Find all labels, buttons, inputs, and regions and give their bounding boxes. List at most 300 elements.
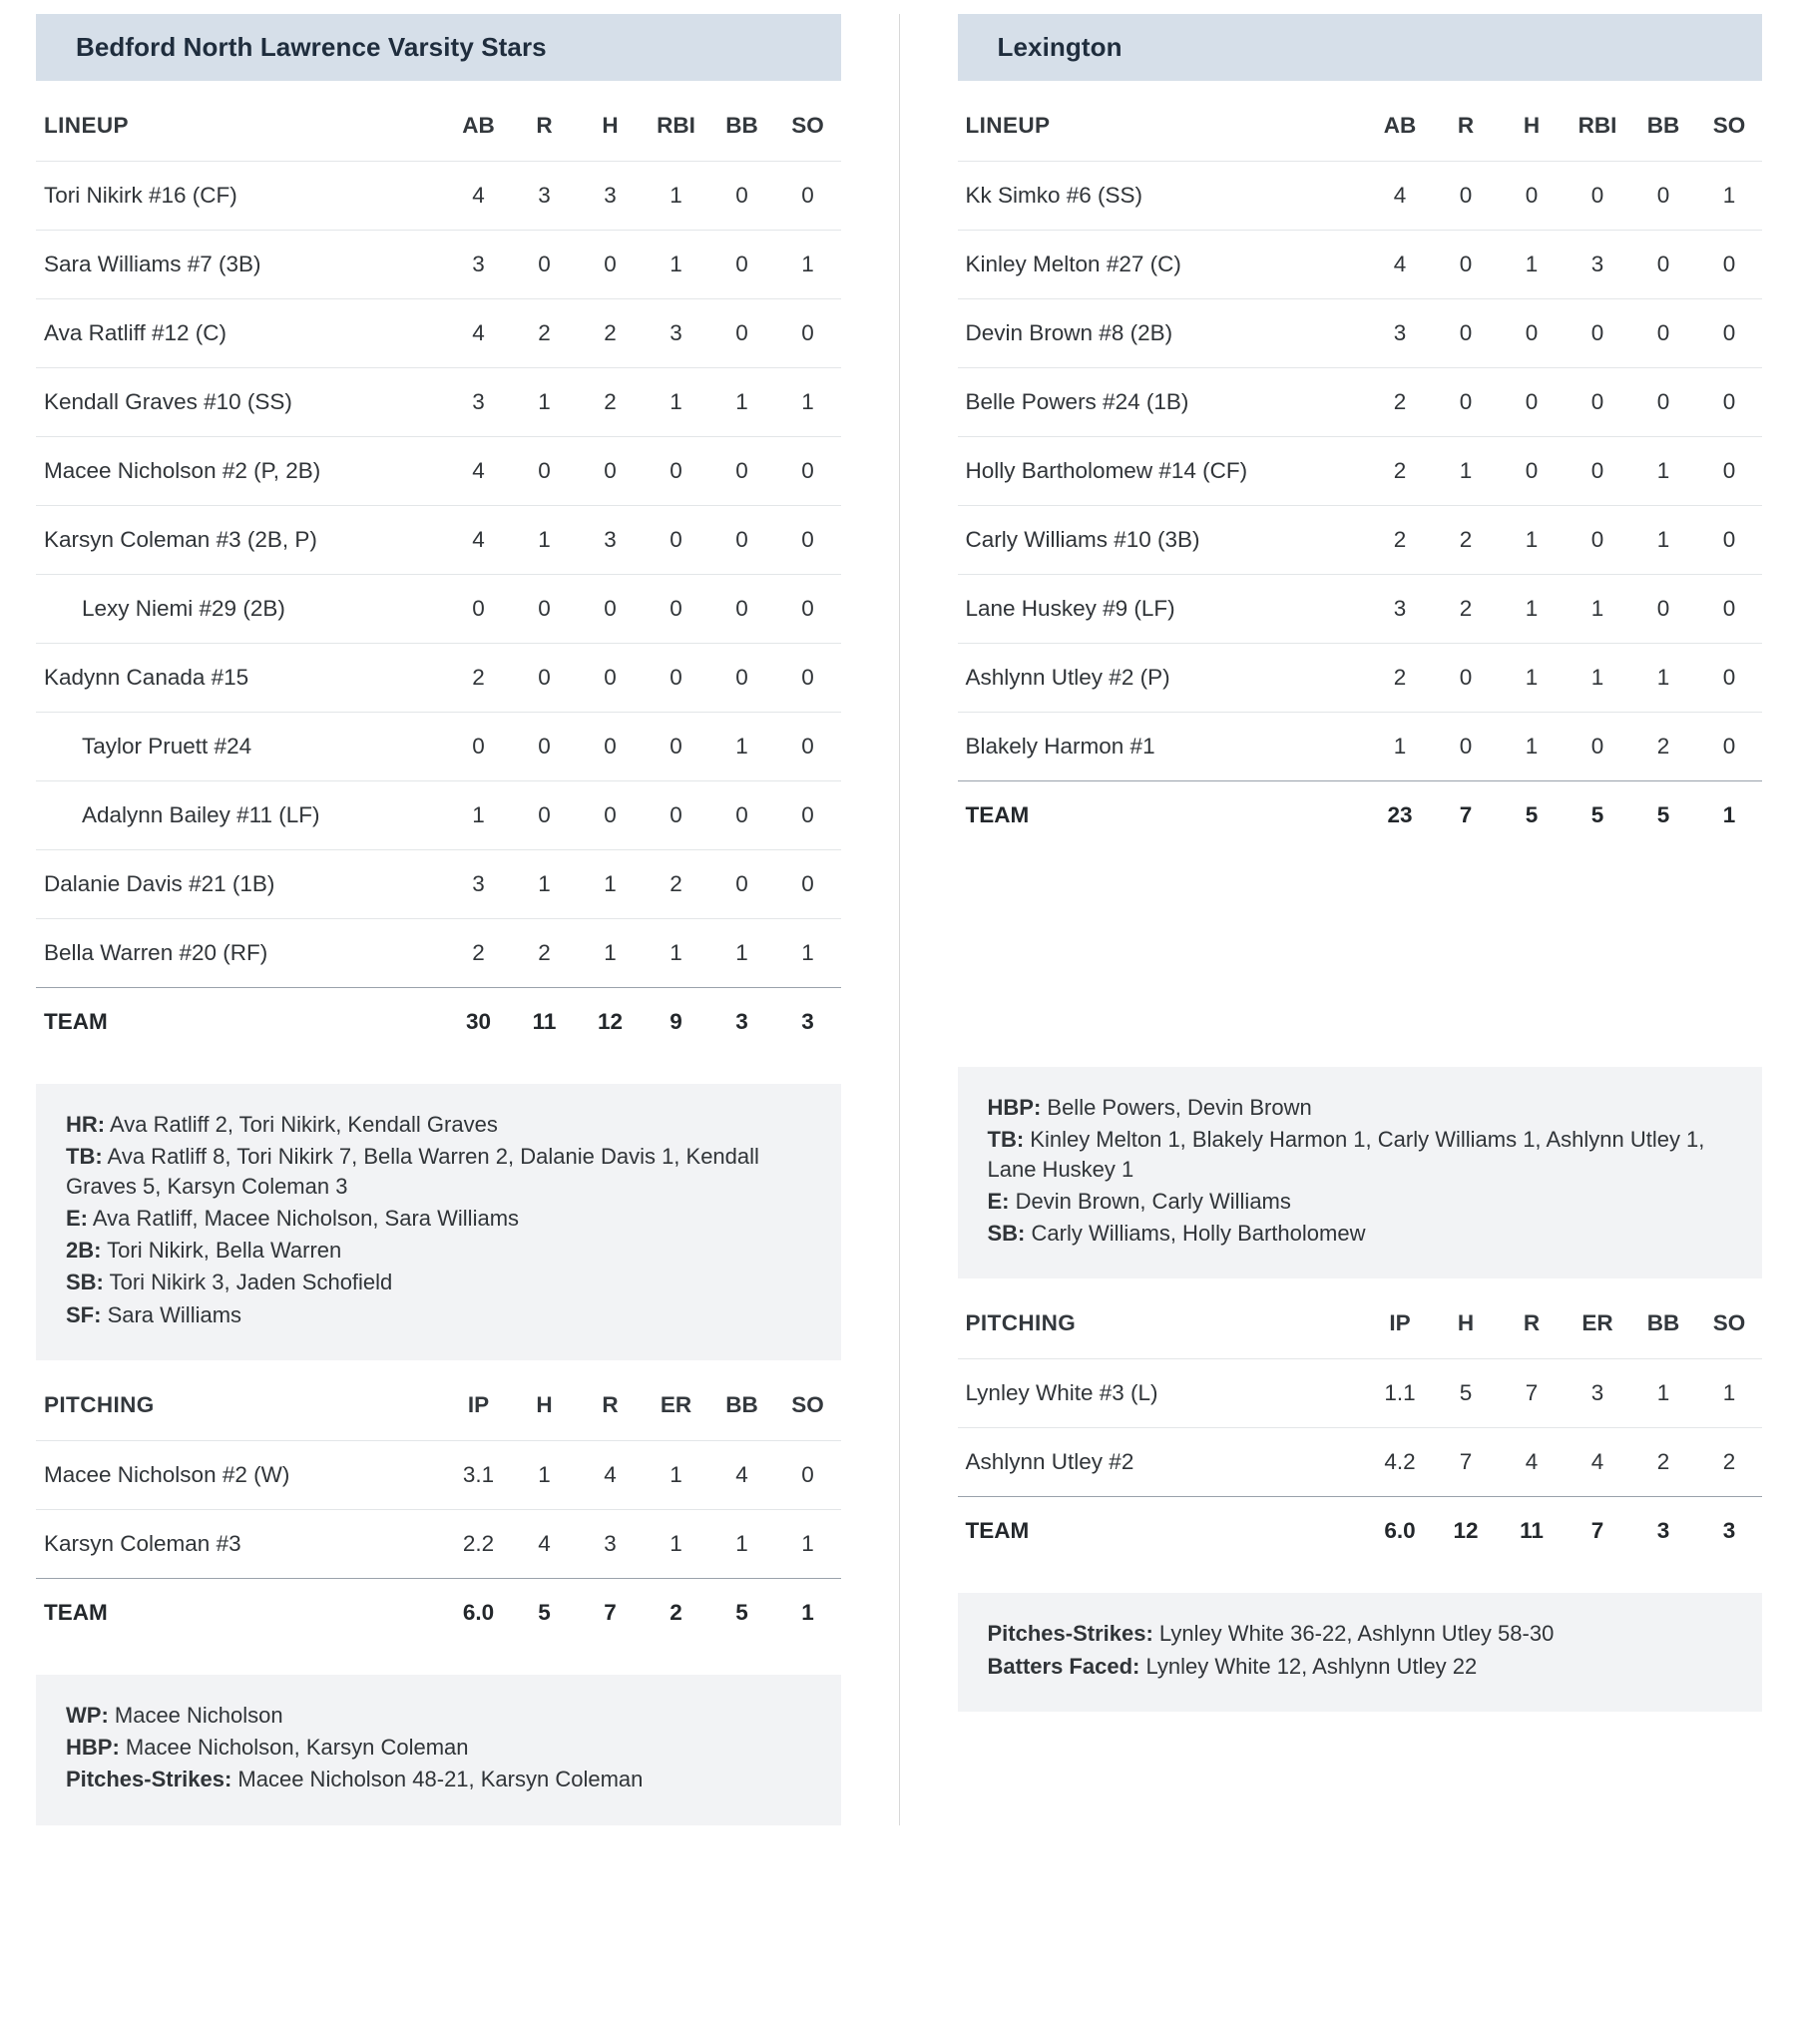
batting-header-row (958, 91, 1763, 162)
stat-so: 1 (775, 919, 841, 988)
stat-so: 0 (775, 1440, 841, 1509)
batting-notes (36, 1084, 841, 1360)
pitcher-name: Ashlynn Utley #2 (958, 1428, 1368, 1497)
stat-r: 7 (1499, 1359, 1565, 1428)
stat-ab: 2 (446, 919, 512, 988)
team-column-home (0, 14, 877, 1825)
batting-col-ab: AB (1383, 113, 1417, 138)
stat-h: 1 (1499, 231, 1565, 299)
stat-h: 1 (578, 919, 644, 988)
stat-so: 0 (775, 162, 841, 231)
pitching-header-row (36, 1370, 841, 1441)
note-label: HBP: (987, 1095, 1042, 1120)
note-line (66, 1701, 811, 1730)
stat-r: 4 (578, 1440, 644, 1509)
stat-so: 0 (1696, 437, 1762, 506)
stat-rbi: 0 (1565, 437, 1630, 506)
stat-bb: 1 (1630, 506, 1696, 575)
stat-bb: 0 (1630, 299, 1696, 368)
batting-col-r: R (536, 113, 553, 138)
player-name: Belle Powers #24 (1B) (958, 368, 1368, 437)
table-row (36, 231, 841, 299)
stat-ip: 1.1 (1367, 1359, 1433, 1428)
team-total-label: TEAM (36, 988, 446, 1057)
stat-h: 0 (578, 231, 644, 299)
stat-ab: 2 (1367, 644, 1433, 713)
stat-r: 0 (1433, 368, 1499, 437)
stat-bb: 2 (1630, 1428, 1696, 1497)
stat-rbi: 0 (1565, 162, 1630, 231)
stat-bb: 0 (709, 575, 775, 644)
player-name: Holly Bartholomew #14 (CF) (958, 437, 1368, 506)
note-label: SF: (66, 1301, 102, 1327)
stat-bb: 4 (709, 1440, 775, 1509)
stat-rbi: 1 (644, 919, 709, 988)
note-text: Kinley Melton 1, Blakely Harmon 1, Carly Williams 1, Ashlynn Utley 1, Lane Huskey 1 (987, 1127, 1705, 1182)
table-row (958, 1428, 1763, 1497)
stat-h: 5 (1433, 1359, 1499, 1428)
team-total-label: TEAM (36, 1578, 446, 1647)
stat-h: 3 (578, 506, 644, 575)
team-h: 12 (1433, 1497, 1499, 1566)
stat-h: 0 (578, 644, 644, 713)
stat-ab: 0 (446, 713, 512, 781)
note-text: Sara Williams (101, 1301, 242, 1327)
stat-so: 0 (1696, 231, 1762, 299)
stat-bb: 0 (1630, 575, 1696, 644)
team-er: 7 (1565, 1497, 1630, 1566)
stat-h: 1 (512, 1440, 578, 1509)
stat-h: 7 (1433, 1428, 1499, 1497)
stat-r: 0 (512, 644, 578, 713)
note-label: E: (66, 1205, 88, 1231)
batting-team-total-row (36, 988, 841, 1057)
note-text: Macee Nicholson 48-21, Karsyn Coleman (231, 1767, 644, 1792)
stat-bb: 0 (1630, 231, 1696, 299)
stat-r: 0 (512, 713, 578, 781)
stat-h: 0 (578, 781, 644, 850)
note-label: Pitches-Strikes: (66, 1767, 232, 1792)
note-label: HR: (66, 1112, 106, 1137)
stat-rbi: 0 (1565, 299, 1630, 368)
team-bb: 3 (1630, 1497, 1696, 1566)
spacer (958, 849, 1763, 1039)
table-row (36, 368, 841, 437)
pitching-notes (958, 1593, 1763, 1712)
team-name-header: Lexington (958, 14, 1763, 81)
stat-bb: 2 (1630, 713, 1696, 781)
table-row (36, 644, 841, 713)
note-line (988, 1652, 1733, 1681)
note-line (66, 1733, 811, 1762)
stat-bb: 1 (1630, 437, 1696, 506)
pitching-col-label: PITCHING (965, 1310, 1077, 1336)
stat-so: 0 (775, 713, 841, 781)
stat-bb: 0 (709, 850, 775, 919)
batting-col-bb: BB (1646, 113, 1680, 138)
pitching-col-ip: IP (467, 1391, 490, 1417)
stat-bb: 0 (709, 162, 775, 231)
stat-er: 1 (644, 1440, 709, 1509)
note-text: Macee Nicholson (108, 1702, 283, 1728)
player-name: Tori Nikirk #16 (CF) (36, 162, 446, 231)
pitching-col-ip: IP (1389, 1310, 1411, 1336)
stat-ab: 1 (1367, 713, 1433, 781)
stat-ip: 2.2 (446, 1509, 512, 1578)
stat-so: 0 (775, 644, 841, 713)
stat-r: 0 (1433, 299, 1499, 368)
player-name: Sara Williams #7 (3B) (36, 231, 446, 299)
pitcher-name: Karsyn Coleman #3 (36, 1509, 446, 1578)
stat-rbi: 2 (644, 850, 709, 919)
stat-so: 0 (775, 506, 841, 575)
stat-so: 1 (775, 231, 841, 299)
note-line (988, 1187, 1733, 1216)
batting-col-bb: BB (725, 113, 758, 138)
stat-h: 0 (578, 437, 644, 506)
stat-r: 2 (512, 299, 578, 368)
team-total-label: TEAM (958, 781, 1368, 850)
stat-h: 1 (1499, 644, 1565, 713)
table-row (958, 299, 1763, 368)
team-ab: 23 (1367, 781, 1433, 850)
team-name-header: Bedford North Lawrence Varsity Stars (36, 14, 841, 81)
stat-r: 0 (512, 231, 578, 299)
stat-bb: 1 (1630, 1359, 1696, 1428)
table-row (36, 850, 841, 919)
batting-notes (958, 1067, 1763, 1278)
note-label: 2B: (66, 1238, 102, 1263)
stat-so: 1 (775, 1509, 841, 1578)
pitching-col-r: R (1523, 1310, 1541, 1336)
batting-col-h: H (602, 113, 619, 138)
pitcher-name: Lynley White #3 (L) (958, 1359, 1368, 1428)
player-name: Macee Nicholson #2 (P, 2B) (36, 437, 446, 506)
stat-rbi: 1 (644, 231, 709, 299)
stat-so: 0 (1696, 368, 1762, 437)
stat-bb: 1 (1630, 644, 1696, 713)
note-line (66, 1765, 811, 1793)
team-bb: 5 (1630, 781, 1696, 850)
player-name: Taylor Pruett #24 (36, 713, 446, 781)
column-divider (899, 14, 900, 1825)
stat-r: 2 (1433, 506, 1499, 575)
stat-r: 0 (512, 781, 578, 850)
table-row (36, 713, 841, 781)
pitching-table (36, 1370, 841, 1647)
team-h: 12 (578, 988, 644, 1057)
stat-er: 3 (1565, 1359, 1630, 1428)
team-ip: 6.0 (446, 1578, 512, 1647)
batting-col-lineup: LINEUP (965, 113, 1051, 138)
table-row (958, 162, 1763, 231)
stat-bb: 1 (709, 368, 775, 437)
note-line (988, 1125, 1733, 1184)
stat-h: 1 (578, 850, 644, 919)
pitching-col-er: ER (1581, 1310, 1613, 1336)
note-label: Batters Faced: (987, 1653, 1140, 1679)
stat-bb: 0 (1630, 368, 1696, 437)
pitching-col-bb: BB (725, 1391, 758, 1417)
stat-rbi: 1 (1565, 644, 1630, 713)
table-row (958, 437, 1763, 506)
stat-so: 2 (1696, 1428, 1762, 1497)
batting-table (958, 91, 1763, 849)
stat-r: 1 (512, 850, 578, 919)
pitching-notes (36, 1675, 841, 1825)
stat-bb: 0 (709, 781, 775, 850)
team-rbi: 9 (644, 988, 709, 1057)
team-r: 7 (1433, 781, 1499, 850)
table-row (958, 368, 1763, 437)
stat-h: 0 (578, 575, 644, 644)
note-label: WP: (66, 1702, 109, 1728)
team-column-away (922, 14, 1798, 1825)
team-r: 11 (512, 988, 578, 1057)
stat-r: 2 (1433, 575, 1499, 644)
note-text: Tori Nikirk 3, Jaden Schofield (103, 1270, 393, 1295)
stat-r: 0 (1433, 162, 1499, 231)
player-name: Kendall Graves #10 (SS) (36, 368, 446, 437)
stat-r: 1 (1433, 437, 1499, 506)
stat-rbi: 0 (1565, 368, 1630, 437)
note-line (66, 1236, 811, 1265)
stat-ip: 4.2 (1367, 1428, 1433, 1497)
stat-rbi: 0 (1565, 713, 1630, 781)
stat-ab: 3 (1367, 575, 1433, 644)
stat-bb: 1 (709, 1509, 775, 1578)
stat-so: 0 (775, 299, 841, 368)
player-name: Kinley Melton #27 (C) (958, 231, 1368, 299)
stat-rbi: 0 (644, 644, 709, 713)
stat-so: 0 (1696, 644, 1762, 713)
pitching-team-total-row (36, 1578, 841, 1647)
note-line (66, 1142, 811, 1201)
table-row (958, 1359, 1763, 1428)
stat-h: 3 (578, 162, 644, 231)
batting-col-r: R (1457, 113, 1475, 138)
team-bb: 5 (709, 1578, 775, 1647)
stat-so: 0 (775, 781, 841, 850)
stat-rbi: 1 (644, 368, 709, 437)
note-text: Ava Ratliff 8, Tori Nikirk 7, Bella Warren 2, Dalanie Davis 1, Kendall Graves 5, Karsyn Coleman 3 (66, 1144, 759, 1199)
team-ip: 6.0 (1367, 1497, 1433, 1566)
player-name: Adalynn Bailey #11 (LF) (36, 781, 446, 850)
batting-col-h: H (1523, 113, 1541, 138)
batting-col-rbi: RBI (1577, 113, 1617, 138)
stat-so: 1 (1696, 1359, 1762, 1428)
player-name: Bella Warren #20 (RF) (36, 919, 446, 988)
note-label: HBP: (66, 1735, 120, 1760)
batting-table (36, 91, 841, 1056)
stat-r: 2 (512, 919, 578, 988)
stat-r: 4 (1499, 1428, 1565, 1497)
stat-h: 4 (512, 1509, 578, 1578)
player-name: Ashlynn Utley #2 (P) (958, 644, 1368, 713)
stat-bb: 1 (709, 713, 775, 781)
note-line (66, 1268, 811, 1296)
batting-team-total-row (958, 781, 1763, 850)
stat-r: 0 (1433, 713, 1499, 781)
team-so: 3 (1696, 1497, 1762, 1566)
stat-r: 1 (512, 368, 578, 437)
team-ab: 30 (446, 988, 512, 1057)
stat-h: 1 (1499, 713, 1565, 781)
stat-rbi: 3 (1565, 231, 1630, 299)
pitching-col-label: PITCHING (44, 1391, 155, 1417)
pitcher-name: Macee Nicholson #2 (W) (36, 1440, 446, 1509)
table-row (958, 506, 1763, 575)
stat-ab: 4 (446, 437, 512, 506)
stat-so: 0 (1696, 575, 1762, 644)
note-line (66, 1110, 811, 1139)
stat-ab: 2 (1367, 506, 1433, 575)
team-so: 1 (775, 1578, 841, 1647)
note-text: Carly Williams, Holly Bartholomew (1025, 1221, 1366, 1246)
player-name: Kadynn Canada #15 (36, 644, 446, 713)
stat-ab: 3 (446, 368, 512, 437)
pitching-col-r: R (602, 1391, 619, 1417)
note-line (988, 1219, 1733, 1248)
stat-rbi: 0 (644, 506, 709, 575)
player-name: Devin Brown #8 (2B) (958, 299, 1368, 368)
team-h: 5 (512, 1578, 578, 1647)
stat-r: 0 (1433, 644, 1499, 713)
note-text: Ava Ratliff 2, Tori Nikirk, Kendall Graves (105, 1112, 498, 1137)
team-bb: 3 (709, 988, 775, 1057)
stat-r: 0 (512, 575, 578, 644)
stat-bb: 0 (709, 437, 775, 506)
stat-ab: 4 (446, 162, 512, 231)
player-name: Dalanie Davis #21 (1B) (36, 850, 446, 919)
stat-rbi: 3 (644, 299, 709, 368)
pitching-col-h: H (536, 1391, 553, 1417)
table-row (36, 299, 841, 368)
stat-r: 3 (578, 1509, 644, 1578)
stat-h: 1 (1499, 506, 1565, 575)
player-name: Kk Simko #6 (SS) (958, 162, 1368, 231)
stat-so: 1 (775, 368, 841, 437)
stat-rbi: 0 (644, 575, 709, 644)
note-line (66, 1300, 811, 1329)
stat-er: 4 (1565, 1428, 1630, 1497)
stat-bb: 1 (709, 919, 775, 988)
stat-r: 3 (512, 162, 578, 231)
stat-so: 0 (1696, 713, 1762, 781)
team-rbi: 5 (1565, 781, 1630, 850)
stat-ab: 2 (1367, 368, 1433, 437)
stat-bb: 0 (1630, 162, 1696, 231)
stat-h: 2 (578, 368, 644, 437)
pitching-col-er: ER (660, 1391, 692, 1417)
table-row (36, 1440, 841, 1509)
note-line (66, 1204, 811, 1233)
stat-ab: 2 (446, 644, 512, 713)
table-row (958, 713, 1763, 781)
batting-col-so: SO (791, 113, 824, 138)
table-row (958, 575, 1763, 644)
stat-bb: 0 (709, 299, 775, 368)
batting-header-row (36, 91, 841, 162)
stat-rbi: 0 (644, 713, 709, 781)
note-text: Tori Nikirk, Bella Warren (101, 1238, 342, 1263)
pitching-col-so: SO (1712, 1310, 1746, 1336)
note-text: Ava Ratliff, Macee Nicholson, Sara Williams (88, 1205, 520, 1231)
player-name: Karsyn Coleman #3 (2B, P) (36, 506, 446, 575)
note-label: TB: (987, 1127, 1025, 1153)
note-label: TB: (66, 1144, 103, 1170)
batting-col-so: SO (1712, 113, 1746, 138)
team-total-label: TEAM (958, 1497, 1368, 1566)
stat-rbi: 0 (1565, 506, 1630, 575)
stat-rbi: 0 (644, 781, 709, 850)
stat-h: 2 (578, 299, 644, 368)
note-label: E: (987, 1188, 1010, 1214)
stat-r: 0 (1433, 231, 1499, 299)
pitching-col-so: SO (791, 1391, 824, 1417)
stat-h: 0 (1499, 299, 1565, 368)
note-text: Devin Brown, Carly Williams (1009, 1188, 1291, 1214)
table-row (36, 506, 841, 575)
stat-r: 0 (512, 437, 578, 506)
stat-bb: 0 (709, 644, 775, 713)
team-h: 5 (1499, 781, 1565, 850)
team-er: 2 (644, 1578, 709, 1647)
stat-ab: 4 (446, 506, 512, 575)
stat-h: 1 (1499, 575, 1565, 644)
stat-ab: 1 (446, 781, 512, 850)
player-name: Blakely Harmon #1 (958, 713, 1368, 781)
stat-ab: 3 (446, 850, 512, 919)
note-label: Pitches-Strikes: (987, 1621, 1153, 1647)
stat-ab: 3 (446, 231, 512, 299)
stat-ab: 3 (1367, 299, 1433, 368)
table-row (36, 162, 841, 231)
batting-col-rbi: RBI (657, 113, 695, 138)
player-name: Lane Huskey #9 (LF) (958, 575, 1368, 644)
stat-ip: 3.1 (446, 1440, 512, 1509)
stat-rbi: 0 (644, 437, 709, 506)
note-text: Macee Nicholson, Karsyn Coleman (119, 1735, 469, 1760)
stat-ab: 4 (1367, 162, 1433, 231)
stat-ab: 0 (446, 575, 512, 644)
player-name: Ava Ratliff #12 (C) (36, 299, 446, 368)
player-name: Lexy Niemi #29 (2B) (36, 575, 446, 644)
table-row (36, 575, 841, 644)
team-so: 3 (775, 988, 841, 1057)
stat-r: 1 (512, 506, 578, 575)
stat-so: 0 (1696, 506, 1762, 575)
note-label: SB: (987, 1221, 1026, 1246)
table-row (36, 781, 841, 850)
stat-rbi: 1 (644, 162, 709, 231)
pitching-col-h: H (1457, 1310, 1475, 1336)
pitching-header-row (958, 1288, 1763, 1359)
stat-so: 0 (775, 850, 841, 919)
stat-so: 1 (1696, 162, 1762, 231)
stat-bb: 0 (709, 506, 775, 575)
stat-ab: 4 (1367, 231, 1433, 299)
stat-rbi: 1 (1565, 575, 1630, 644)
stat-so: 0 (775, 575, 841, 644)
stat-h: 0 (1499, 162, 1565, 231)
note-text: Belle Powers, Devin Brown (1041, 1095, 1312, 1120)
stat-so: 0 (775, 437, 841, 506)
note-label: SB: (66, 1270, 104, 1295)
team-r: 11 (1499, 1497, 1565, 1566)
note-text: Lynley White 12, Ashlynn Utley 22 (1139, 1653, 1478, 1679)
pitching-col-bb: BB (1646, 1310, 1680, 1336)
